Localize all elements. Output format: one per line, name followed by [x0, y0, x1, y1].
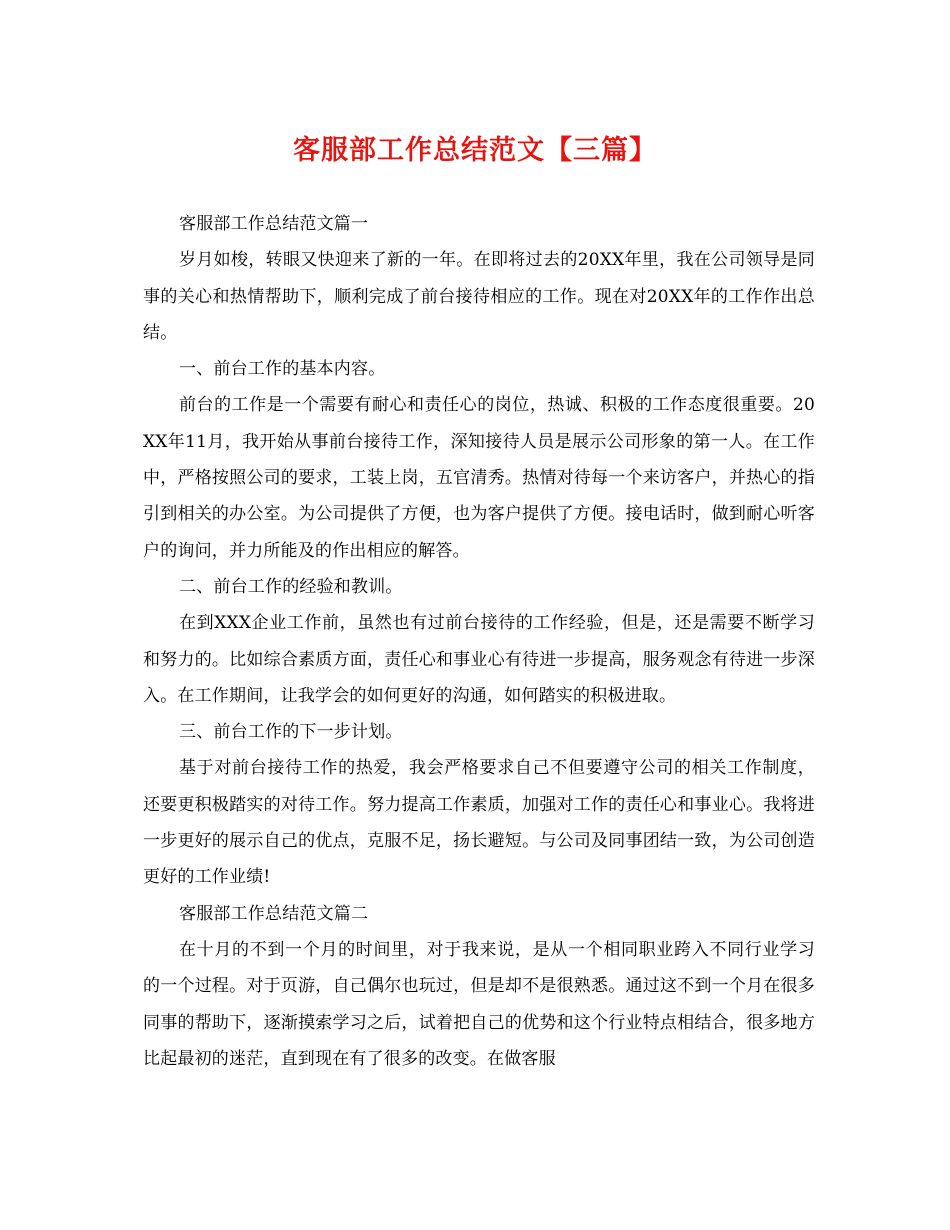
paragraph-basic-content: 前台的工作是一个需要有耐心和责任心的岗位，热诚、积极的工作态度很重要。20XX年11月，我开始从事前台接待工作，深知接待人员是展示公司形象的第一人。在工作中，严格按照公司的要求，工装上岗，五官清秀。热情对待每一个来访客户，并热心的指引到相关的办公室。为公司提供了方便，也为客户提供了方便。接电话时，做到耐心听客户的询问，并力所能及的作出相应的解答。: [143, 395, 815, 561]
paragraph-part-two: 在十月的不到一个月的时间里，对于我来说，是从一个相同职业跨入不同行业学习的一个过程。对于页游，自己偶尔也玩过，但是却不是很熟悉。通过这不到一个月在很多同事的帮助下，逐渐摸索学习之后，试着把自己的优势和这个行业特点相结合，很多地方比起最初的迷茫，直到现在有了很多的改变。在做客服: [143, 939, 815, 1069]
paragraph-intro: 岁月如梭，转眼又快迎来了新的一年。在即将过去的20XX年里，我在公司领导是同事的关心和热情帮助下，顺利完成了前台接待相应的工作。现在对20XX年的工作作出总结。: [143, 250, 815, 343]
section-heading-part-two: 客服部工作总结范文篇二: [179, 903, 369, 924]
paragraph-next-plan: 基于对前台接待工作的热爱，我会严格要求自己不但要遵守公司的相关工作制度，还要更积极踏实的对待工作。努力提高工作素质，加强对工作的责任心和事业心。我将进一步更好的展示自己的优点，克服不足，扬长避短。与公司及同事团结一致，为公司创造更好的工作业绩!: [143, 758, 815, 888]
section-heading-experience: 二、前台工作的经验和教训。: [179, 576, 403, 597]
section-heading-part-one: 客服部工作总结范文篇一: [179, 214, 369, 234]
paragraph-experience: 在到XXX企业工作前，虽然也有过前台接待的工作经验，但是，还是需要不断学习和努力的。比如综合素质方面，责任心和事业心有待进一步提高，服务观念有待进一步深入。在工作期间，让我学会的如何更好的沟通，如何踏实的积极进取。: [143, 613, 815, 706]
document-body: [143, 206, 815, 1077]
section-heading-next-plan: 三、前台工作的下一步计划。: [179, 722, 403, 743]
document-title: 客服部工作总结范文【三篇】: [293, 135, 657, 166]
section-heading-basic-content: 一、前台工作的基本内容。: [179, 359, 386, 380]
